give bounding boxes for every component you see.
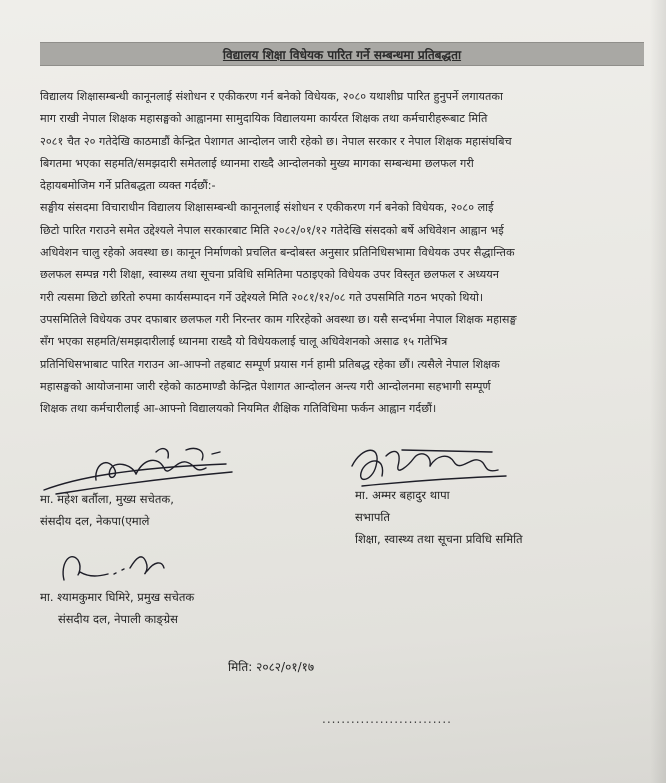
dotted-line: ........................... <box>322 712 452 726</box>
body-line: विद्यालय शिक्षासम्बन्धी कानूनलाई संशोधन र एकीकरण गर्न बनेको विधेयक, २०८० यथाशीघ्र पारित हुनुपर्ने लगायतका <box>40 90 503 103</box>
body-line: २०८१ चैत २० गतेदेखि काठमाडौं केन्द्रित पेशागत आन्दोलन जारी रहेको छ। नेपाल सरकार र नेपाल शिक्षक महासंघबिच <box>40 134 512 148</box>
body-line: प्रतिनिधिसभाबाट पारित गराउन आ-आफ्नो तहबाट सम्पूर्ण प्रयास गर्न हामी प्रतिबद्ध रहेका छौं। त्यसैले नेपाल शिक्षक <box>40 357 500 371</box>
body-line: शिक्षक तथा कर्मचारीलाई आ-आफ्नो विद्यालयको नियमित शैक्षिक गतिविधिमा फर्कन आह्वान गर्दछौं। <box>40 402 437 416</box>
body-line: गरी त्यसमा छिटो छरितो रुपमा कार्यसम्पादन गर्ने उद्देश्यले मिति २०८१/१२/०८ गते उपसमिति गठन भएको थियो। <box>40 290 484 304</box>
body-line: देहायबमोजिम गर्ने प्रतिबद्धता व्यक्त गर्दछौं:- <box>40 179 216 193</box>
body-line: महासङ्घको आयोजनामा जारी रहेको काठमाण्डौ केन्द्रित पेशागत आन्दोलन अन्त्य गरी आन्दोलनमा सहभागी सम्पूर्ण <box>40 379 491 393</box>
signatory-role: सभापति <box>355 510 390 524</box>
body-line: बिगतमा भएका सहमति/समझदारी समेतलाई ध्यानमा राख्दै आन्दोलनको मुख्य मागका सम्बन्धमा छलफल गरी <box>40 156 474 170</box>
signatory-name: मा. अम्मर बहादुर थापा <box>355 488 450 502</box>
signatory-name: मा. श्यामकुमार घिमिरे, प्रमुख सचेतक <box>40 590 195 604</box>
body-line: माग राखी नेपाल शिक्षक महासङ्घको आह्वानमा सामुदायिक विद्यालयमा कार्यरत शिक्षक तथा कर्मचारीहरूबाट मिति <box>40 112 488 126</box>
page-shadow <box>650 0 666 783</box>
body-line: अधिवेशन चालु रहेको अवस्था छ। कानून निर्माणको प्रचलित बन्दोबस्त अनुसार प्रतिनिधिसभामा विधेयक उपर सैद्धान्तिक <box>40 246 515 260</box>
body-line: सङ्घीय संसदमा विचाराधीन विद्यालय शिक्षासम्बन्धी कानूनलाई संशोधन र एकीकरण गर्न बनेको विधेयक, २०८० लाई <box>40 201 494 215</box>
signature-left-bottom <box>50 540 170 590</box>
signatory-left-top <box>40 488 174 532</box>
signatory-org: संसदीय दल, नेपाली काङ्ग्रेस <box>58 612 178 626</box>
document-body <box>40 86 652 420</box>
title-banner <box>40 42 644 66</box>
signatory-name: मा. महेश बर्तौला, मुख्य सचेतक, <box>40 492 174 506</box>
signatory-left-bottom <box>40 586 194 630</box>
document-title: विद्यालय शिक्षा विधेयक पारित गर्ने सम्बन्धमा प्रतिबद्धता <box>222 47 462 62</box>
document-date: मिति: २०८२/०१/१७ <box>228 660 315 674</box>
signatory-right <box>355 484 523 550</box>
body-line: सँग भएका सहमति/समझदारीलाई ध्यानमा राख्दै यो विधेयकलाई चालू अधिवेशनको असाढ १५ गतेभित्र <box>40 335 448 349</box>
body-line: उपसमितिले विधेयक उपर दफाबार छलफल गरी निरन्तर काम गरिरहेको अवस्था छ। यसै सन्दर्भमा नेपाल शिक्षक महासङ्घ <box>40 312 517 326</box>
signatory-org: संसदीय दल, नेकपा(एमाले <box>40 514 150 528</box>
body-line: छिटो पारित गराउने समेत उद्देश्यले नेपाल सरकारबाट मिति २०८२/०१/१२ गतेदेखि संसदको बर्षे अधिवेशन आह्वान भई <box>40 223 504 237</box>
signatory-org: शिक्षा, स्वास्थ्य तथा सूचना प्रविधि समिति <box>355 532 523 546</box>
body-line: छलफल सम्पन्न गरी शिक्षा, स्वास्थ्य तथा सूचना प्रविधि समितिमा पठाइएको विधेयक उपर विस्तृत छलफल र अध्ययन <box>40 268 499 282</box>
